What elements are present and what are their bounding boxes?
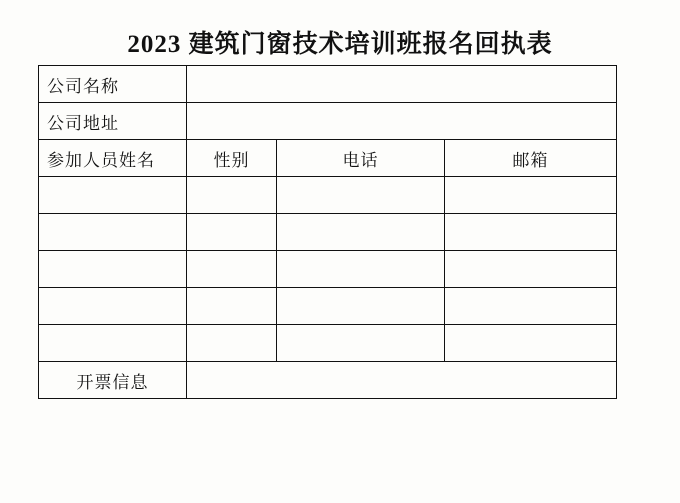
participant-name-cell[interactable] bbox=[39, 288, 187, 325]
participant-name-cell[interactable] bbox=[39, 214, 187, 251]
participant-phone-cell[interactable] bbox=[277, 177, 445, 214]
phone-header: 电话 bbox=[277, 140, 445, 177]
registration-form-table bbox=[38, 65, 617, 399]
company-address-value[interactable] bbox=[187, 103, 617, 140]
table-row bbox=[39, 288, 617, 325]
company-name-value[interactable] bbox=[187, 66, 617, 103]
participant-email-cell[interactable] bbox=[445, 177, 617, 214]
table-header-row bbox=[39, 140, 617, 177]
participant-email-cell[interactable] bbox=[445, 325, 617, 362]
page-title: 2023 建筑门窗技术培训班报名回执表 bbox=[127, 31, 553, 58]
participant-email-cell[interactable] bbox=[445, 288, 617, 325]
table-row bbox=[39, 251, 617, 288]
table-row bbox=[39, 177, 617, 214]
company-name-label: 公司名称 bbox=[39, 66, 187, 103]
participant-name-cell[interactable] bbox=[39, 325, 187, 362]
participant-phone-cell[interactable] bbox=[277, 288, 445, 325]
participant-email-cell[interactable] bbox=[445, 214, 617, 251]
participant-gender-cell[interactable] bbox=[187, 325, 277, 362]
participant-phone-cell[interactable] bbox=[277, 214, 445, 251]
gender-header: 性别 bbox=[187, 140, 277, 177]
table-row-company-name bbox=[39, 66, 617, 103]
invoice-info-label: 开票信息 bbox=[39, 362, 187, 399]
participant-gender-cell[interactable] bbox=[187, 177, 277, 214]
participant-name-cell[interactable] bbox=[39, 177, 187, 214]
participant-phone-cell[interactable] bbox=[277, 325, 445, 362]
table-row-invoice-info bbox=[39, 362, 617, 399]
participant-name-header: 参加人员姓名 bbox=[39, 140, 187, 177]
participant-name-cell[interactable] bbox=[39, 251, 187, 288]
participant-gender-cell[interactable] bbox=[187, 288, 277, 325]
table-row bbox=[39, 325, 617, 362]
table-row-company-address bbox=[39, 103, 617, 140]
participant-email-cell[interactable] bbox=[445, 251, 617, 288]
participant-gender-cell[interactable] bbox=[187, 251, 277, 288]
invoice-info-value[interactable] bbox=[187, 362, 617, 399]
company-address-label: 公司地址 bbox=[39, 103, 187, 140]
email-header: 邮箱 bbox=[445, 140, 617, 177]
table-row bbox=[39, 214, 617, 251]
participant-phone-cell[interactable] bbox=[277, 251, 445, 288]
participant-gender-cell[interactable] bbox=[187, 214, 277, 251]
